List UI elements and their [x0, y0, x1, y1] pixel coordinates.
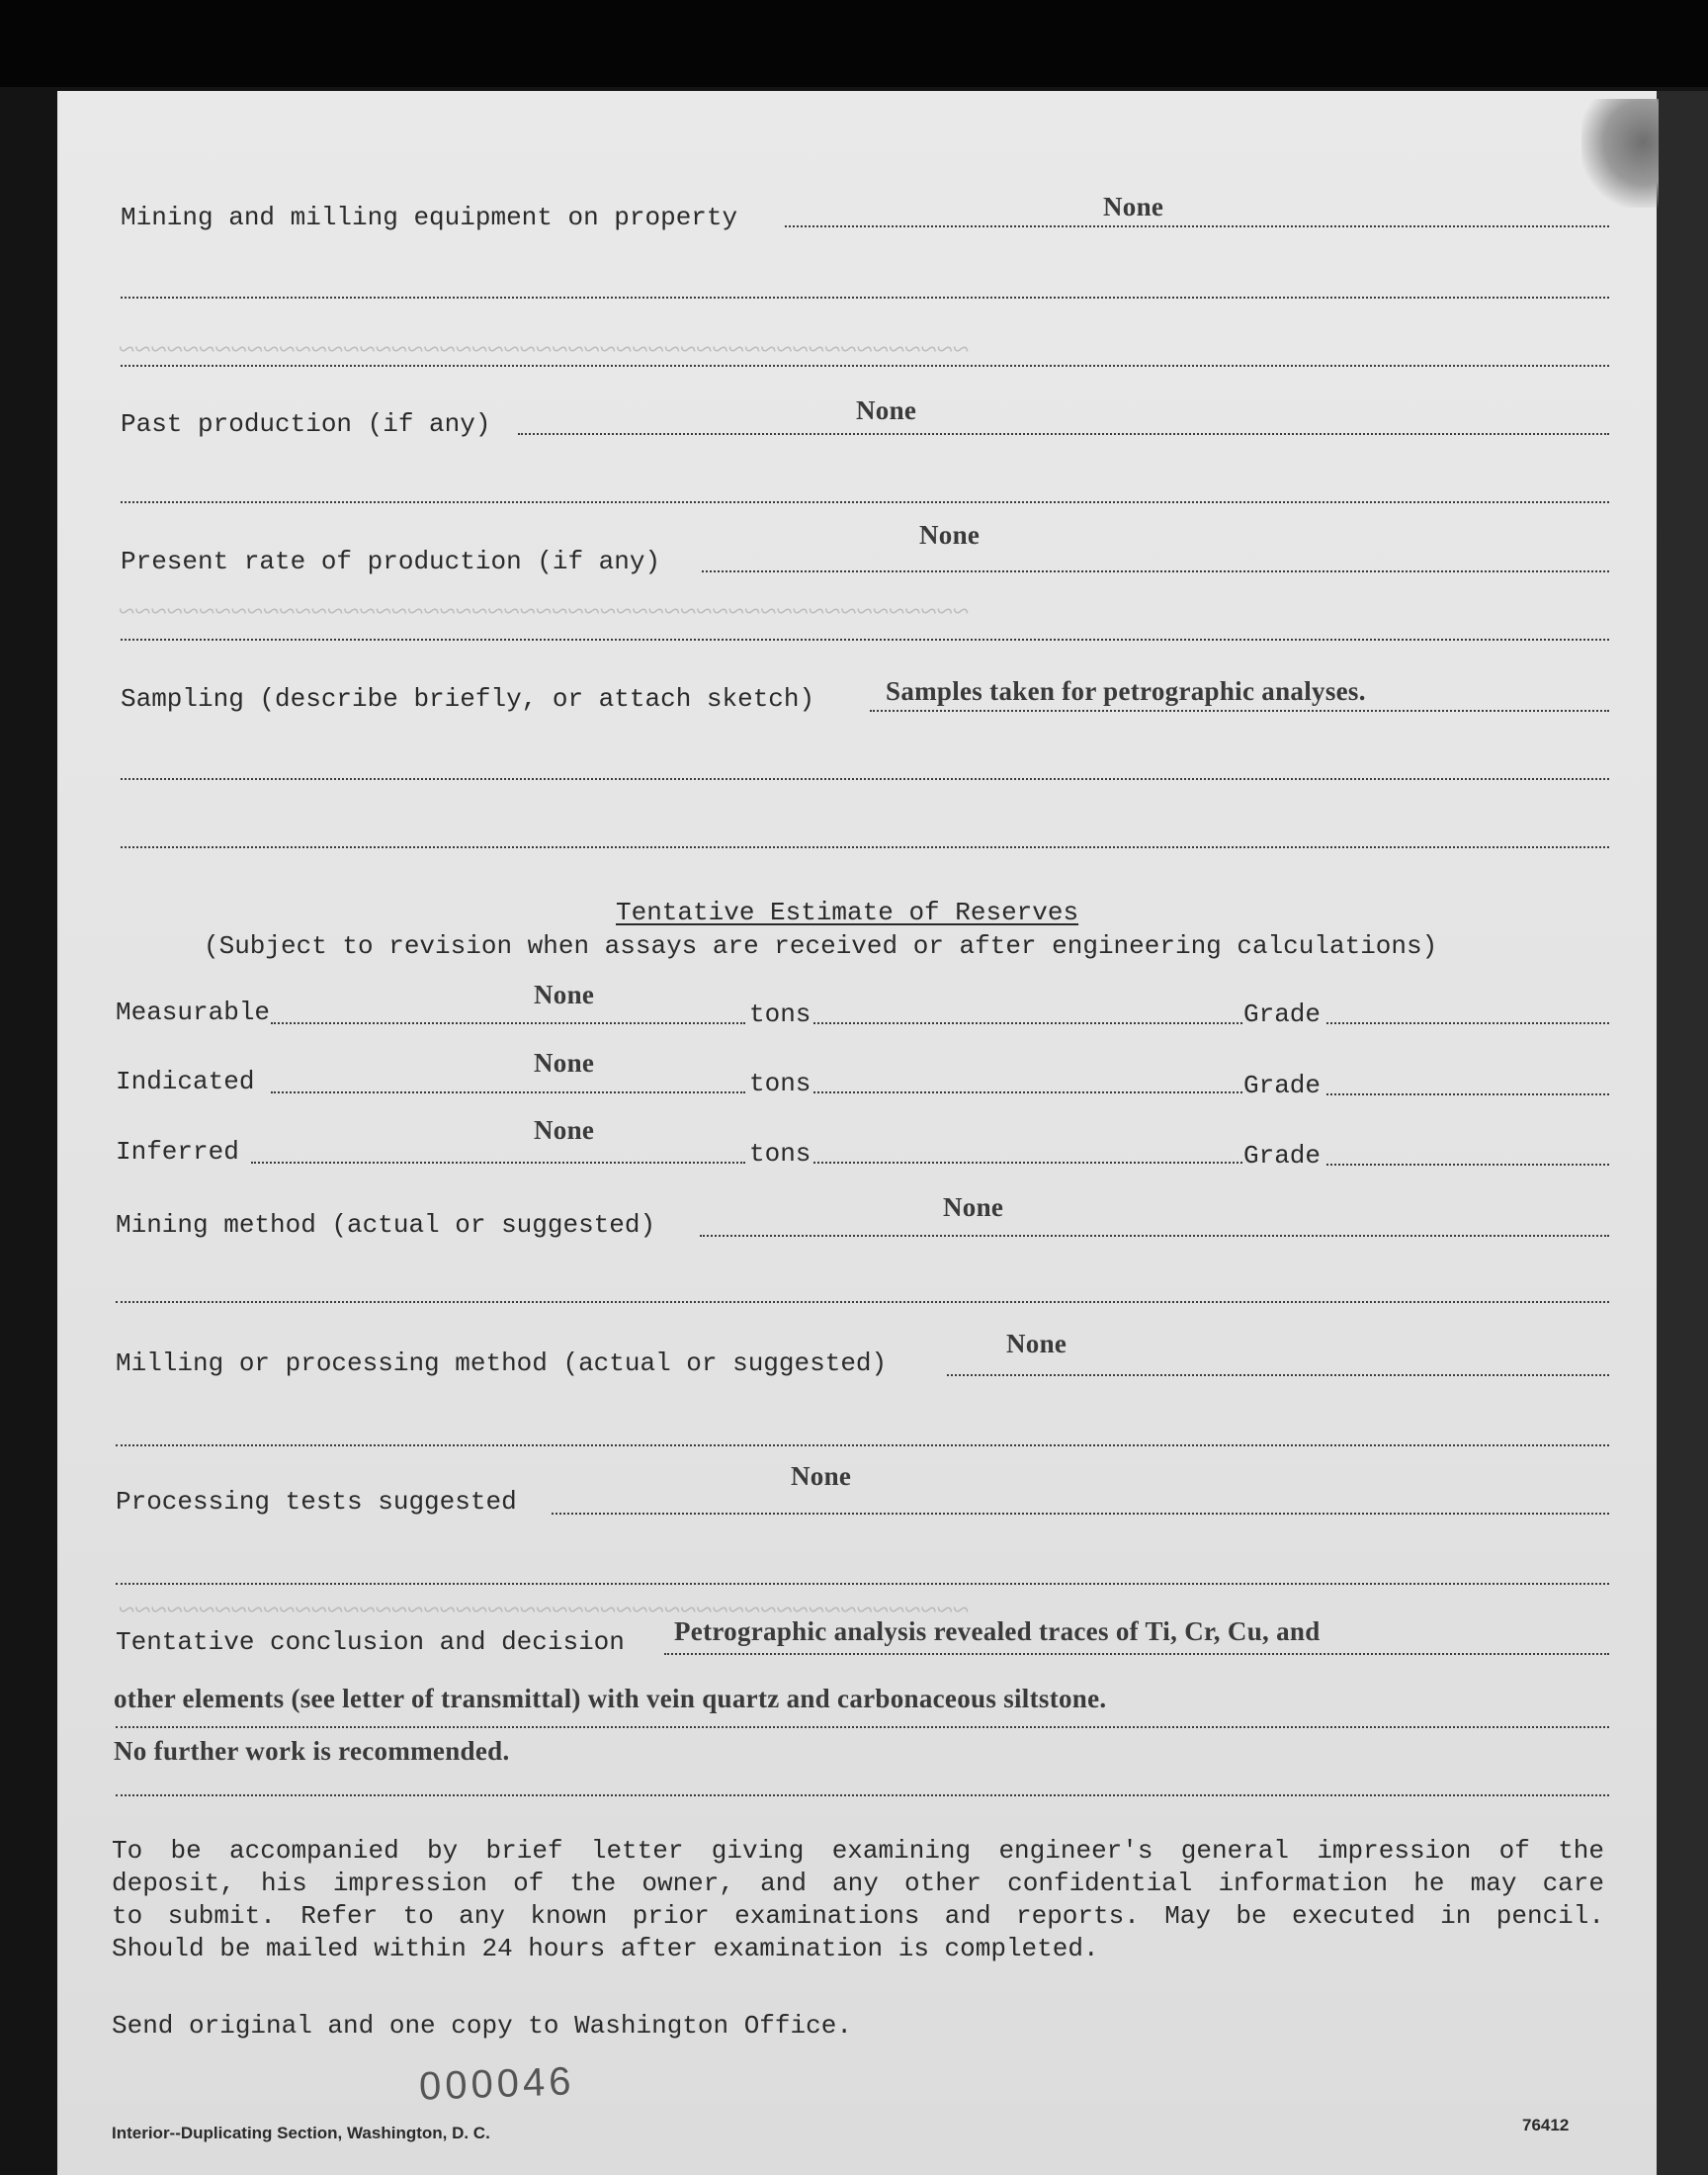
scan-edge-shadow	[1657, 91, 1708, 2175]
measurable-label: Measurable	[116, 998, 271, 1027]
conclusion-label: Tentative conclusion and decision	[116, 1627, 625, 1657]
past-production-leader	[518, 433, 1609, 435]
blank-line	[121, 297, 1609, 299]
measurable-tons-leader	[813, 1022, 1242, 1024]
indicated-label: Indicated	[116, 1067, 255, 1096]
handwritten-number: 000046	[418, 2059, 576, 2109]
inferred-leader	[251, 1162, 745, 1164]
bleed-through-text: ~~~~~~~~~~~~~~~~~~~~~~~~~~~~~~~~~~~~~~~~~~~~~~~~~~~~~	[119, 332, 970, 365]
conclusion-line-2: other elements (see letter of transmittal) with vein quartz and carbonaceous siltstone.	[114, 1684, 1107, 1713]
conclusion-line-3: No further work is recommended.	[114, 1736, 510, 1766]
mining-equipment-leader	[785, 225, 1609, 227]
blank-line	[121, 778, 1609, 780]
present-rate-leader	[702, 570, 1609, 572]
milling-method-label: Milling or processing method (actual or suggested)	[116, 1348, 888, 1378]
inferred-tons-label: tons	[749, 1139, 811, 1169]
indicated-leader	[271, 1091, 745, 1093]
reserves-heading: Tentative Estimate of Reserves	[616, 898, 1079, 927]
mining-method-label: Mining method (actual or suggested)	[116, 1210, 656, 1240]
instructions-line: To be accompanied by brief letter giving examining engineer's general impression of the	[112, 1836, 1604, 1866]
form-number: 76412	[1522, 2116, 1570, 2134]
conclusion-leader	[664, 1653, 1609, 1655]
bleed-through-text: ~~~~~~~~~~~~~~~~~~~~~~~~~~~~~~~~~~~~~~~~~~~~~~~~~~~~~	[119, 1593, 970, 1625]
indicated-value: None	[534, 1048, 595, 1078]
instructions-line: deposit, his impression of the owner, and any other confidential information he may care	[112, 1869, 1604, 1898]
inferred-label: Inferred	[116, 1137, 239, 1167]
blank-line	[116, 1301, 1609, 1303]
mining-equipment-label: Mining and milling equipment on property	[121, 203, 738, 232]
blank-line	[116, 1794, 1609, 1796]
send-instruction: Send original and one copy to Washington Office.	[112, 2011, 852, 2041]
present-rate-label: Present rate of production (if any)	[121, 547, 661, 576]
sampling-value: Samples taken for petrographic analyses.	[886, 676, 1366, 706]
blank-line	[116, 1726, 1609, 1728]
past-production-value: None	[856, 395, 917, 425]
printer-credit: Interior--Duplicating Section, Washington, D. C.	[112, 2124, 490, 2142]
indicated-tons-label: tons	[749, 1069, 811, 1098]
processing-tests-leader	[552, 1513, 1609, 1515]
indicated-tons-leader	[813, 1091, 1242, 1093]
measurable-tons-label: tons	[749, 1000, 811, 1029]
instructions-line: Should be mailed within 24 hours after examination is completed.	[112, 1934, 1099, 1963]
measurable-value: None	[534, 980, 595, 1009]
page-corner-smudge	[1581, 99, 1659, 208]
scan-top-band	[0, 0, 1708, 87]
bleed-through-text: ~~~~~~~~~~~~~~~~~~~~~~~~~~~~~~~~~~~~~~~~~~~~~~~~~~~~~	[119, 594, 970, 627]
conclusion-line-1: Petrographic analysis revealed traces of Ti, Cr, Cu, and	[674, 1616, 1321, 1646]
blank-line	[121, 501, 1609, 503]
measurable-leader	[271, 1022, 745, 1024]
blank-line	[121, 365, 1609, 367]
mining-method-value: None	[943, 1192, 1004, 1222]
processing-tests-value: None	[791, 1461, 852, 1491]
past-production-label: Past production (if any)	[121, 409, 491, 439]
inferred-grade-label: Grade	[1243, 1141, 1322, 1171]
mining-equipment-value: None	[1103, 192, 1164, 221]
indicated-grade-label: Grade	[1243, 1071, 1322, 1100]
instructions-line: to submit. Refer to any known prior examinations and reports. May be executed in pencil.	[112, 1901, 1604, 1931]
blank-line	[116, 1583, 1609, 1585]
blank-line	[121, 846, 1609, 848]
sampling-label: Sampling (describe briefly, or attach sketch)	[121, 684, 815, 714]
measurable-grade-leader	[1326, 1022, 1609, 1024]
milling-method-leader	[947, 1374, 1609, 1376]
blank-line	[116, 1444, 1609, 1446]
mining-method-leader	[700, 1235, 1609, 1237]
inferred-grade-leader	[1326, 1164, 1609, 1166]
inferred-value: None	[534, 1115, 595, 1145]
sampling-leader	[870, 710, 1609, 712]
instructions-paragraph	[112, 1835, 1604, 1965]
indicated-grade-leader	[1326, 1093, 1609, 1095]
blank-line	[121, 639, 1609, 641]
inferred-tons-leader	[813, 1162, 1242, 1164]
milling-method-value: None	[1006, 1329, 1068, 1358]
present-rate-value: None	[919, 520, 981, 550]
reserves-subheading: (Subject to revision when assays are received or after engineering calculations)	[204, 931, 1438, 961]
processing-tests-label: Processing tests suggested	[116, 1487, 517, 1517]
measurable-grade-label: Grade	[1243, 1000, 1322, 1029]
